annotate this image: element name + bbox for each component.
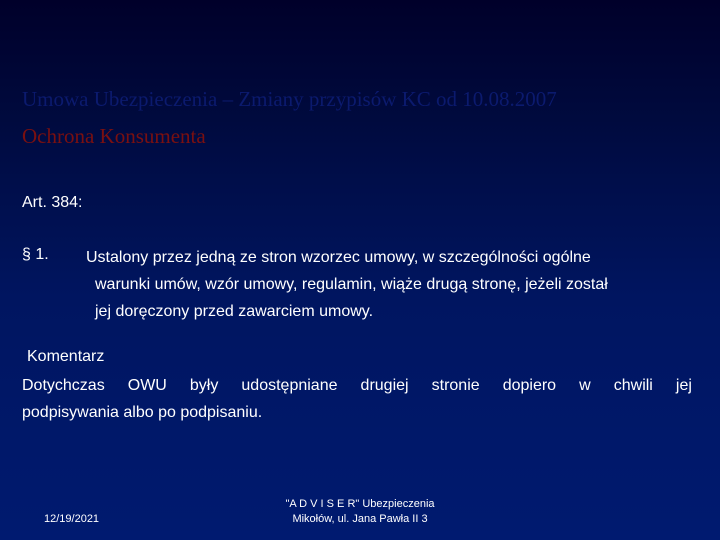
paragraph-line: warunki umów, wzór umowy, regulamin, wiąże drugą stronę, jeżeli został [95, 276, 608, 293]
comment-word: OWU [127, 377, 167, 394]
paragraph-line: Ustalony przez jedną ze stron wzorzec umowy, w szczególności ogólne [86, 249, 591, 266]
comment-word: udostępniane [241, 377, 338, 394]
footer-org-address: Mikołów, ul. Jana Pawła II 3 [292, 513, 428, 525]
paragraph-line: jej doręczony przed zawarciem umowy. [95, 303, 374, 320]
paragraph-text [86, 244, 686, 325]
comment-word: chwili [613, 377, 653, 394]
paragraph-marker: § 1. [22, 246, 49, 263]
comment-heading: Komentarz [27, 348, 105, 365]
article-heading: Art. 384: [22, 194, 83, 211]
slide-title: Umowa Ubezpieczenia – Zmiany przypisów KC od 10.08.2007 [22, 87, 557, 111]
comment-body [22, 372, 692, 426]
slide-subtitle: Ochrona Konsumenta [22, 124, 206, 148]
comment-word: drugiej [360, 377, 409, 394]
footer-organization [240, 497, 480, 527]
comment-word: jej [675, 377, 692, 394]
comment-word: stronie [431, 377, 480, 394]
comment-line: podpisywania albo po podpisaniu. [22, 404, 263, 421]
comment-line-justified [22, 372, 692, 399]
footer-date: 12/19/2021 [44, 513, 100, 525]
comment-word: były [189, 377, 219, 394]
comment-word: Dotychczas [22, 377, 105, 394]
comment-word: dopiero [502, 377, 557, 394]
comment-word: w [579, 377, 591, 394]
footer-org-name: "A D V I S E R" Ubezpieczenia [285, 498, 435, 510]
